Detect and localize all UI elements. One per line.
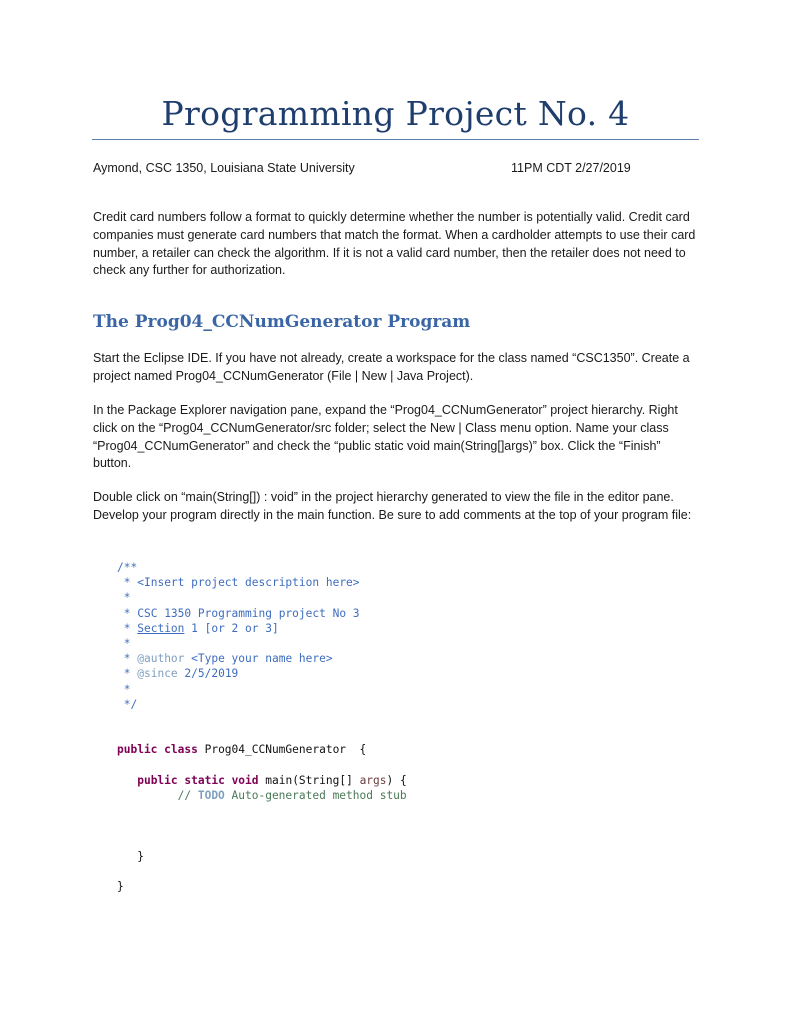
section-heading: The Prog04_CCNumGenerator Program xyxy=(93,312,471,332)
code-line xyxy=(117,621,677,636)
doc-author-tag: @author xyxy=(137,652,185,666)
instruction-paragraph-2: In the Package Explorer navigation pane, expand the “Prog04_CCNumGenerator” project hierarchy. Right click on the “Prog04_CCNumGenerator/src folder; select the New | Class menu option. Name your class “Prog04_CCNumGenerator” and check the “public static void main(String[]args)” box. Click the “Finish” button. xyxy=(93,403,678,471)
keyword-public: public xyxy=(117,743,158,757)
doc-description: <Insert project description here> xyxy=(137,576,360,590)
doc-section-rest: 1 [or 2 or 3] xyxy=(184,621,279,635)
code-line xyxy=(117,833,677,848)
doc-comment-open: /** xyxy=(117,561,138,574)
author-line: Aymond, CSC 1350, Louisiana State University xyxy=(93,161,355,175)
code-line xyxy=(117,788,677,803)
doc-since-value: 2/5/2019 xyxy=(177,667,239,681)
due-date: 11PM CDT 2/27/2019 xyxy=(511,161,631,175)
doc-comment-star: * xyxy=(123,667,131,681)
code-line xyxy=(117,560,677,575)
todo-comment-prefix: // xyxy=(177,788,198,802)
doc-comment-close: */ xyxy=(123,697,138,711)
doc-comment-star: * xyxy=(123,591,131,605)
main-parameter: args xyxy=(359,773,387,787)
doc-comment-star: * xyxy=(123,606,131,620)
doc-comment-star: * xyxy=(123,621,131,635)
keyword-void: void xyxy=(231,773,259,787)
code-line xyxy=(117,727,677,742)
code-line xyxy=(117,879,677,894)
code-line xyxy=(117,712,677,727)
main-signature: main(String[] xyxy=(258,773,360,787)
intro-paragraph: Credit card numbers follow a format to quickly determine whether the number is potentially valid. Credit card companies must generate card numbers that match the format. When a cardholder attempts to use their card number, a retailer can check the algorithm. If it is not a valid card number, then the retailer does not need to check any further for authorization. xyxy=(93,210,696,278)
todo-tag: TODO xyxy=(197,788,225,802)
doc-since-tag: @since xyxy=(137,667,178,681)
code-line xyxy=(117,606,677,621)
code-line xyxy=(117,864,677,879)
main-signature-close: ) { xyxy=(386,773,407,787)
code-line xyxy=(117,773,677,788)
keyword-public: public xyxy=(137,773,178,787)
todo-comment-text: Auto-generated method stub xyxy=(224,788,407,802)
doc-comment-star: * xyxy=(123,636,131,650)
code-line xyxy=(117,575,677,590)
code-line xyxy=(117,636,677,651)
code-line xyxy=(117,742,677,757)
code-line xyxy=(117,803,677,818)
keyword-static: static xyxy=(184,773,225,787)
doc-author-value: <Type your name here> xyxy=(184,652,333,666)
method-closing-brace: } xyxy=(137,849,144,863)
class-declaration: Prog04_CCNumGenerator { xyxy=(197,743,367,757)
doc-comment-star: * xyxy=(123,652,131,666)
instruction-paragraph-3: Double click on “main(String[]) : void” in the project hierarchy generated to view the file in the editor pane. Develop your program directly in the main function. Be sure to add comments at the top of your program file: xyxy=(93,490,692,522)
code-sample xyxy=(117,560,677,894)
code-line xyxy=(117,757,677,772)
code-line xyxy=(117,849,677,864)
keyword-class: class xyxy=(164,743,198,757)
doc-comment-star: * xyxy=(123,576,131,590)
instruction-paragraph-1: Start the Eclipse IDE. If you have not already, create a workspace for the class named “CSC1350”. Create a project named Prog04_CCNumGenerator (File | New | Java Project). xyxy=(93,351,690,383)
doc-section-word: Section xyxy=(137,621,185,635)
code-line xyxy=(117,666,677,681)
code-line xyxy=(117,590,677,605)
class-closing-brace: } xyxy=(117,879,124,893)
code-line xyxy=(117,651,677,666)
title-divider xyxy=(92,139,699,140)
page-title: Programming Project No. 4 xyxy=(161,94,630,133)
code-line xyxy=(117,818,677,833)
doc-comment-star: * xyxy=(123,682,131,696)
doc-course: CSC 1350 Programming project No 3 xyxy=(137,606,360,620)
code-line xyxy=(117,682,677,697)
code-line xyxy=(117,697,677,712)
